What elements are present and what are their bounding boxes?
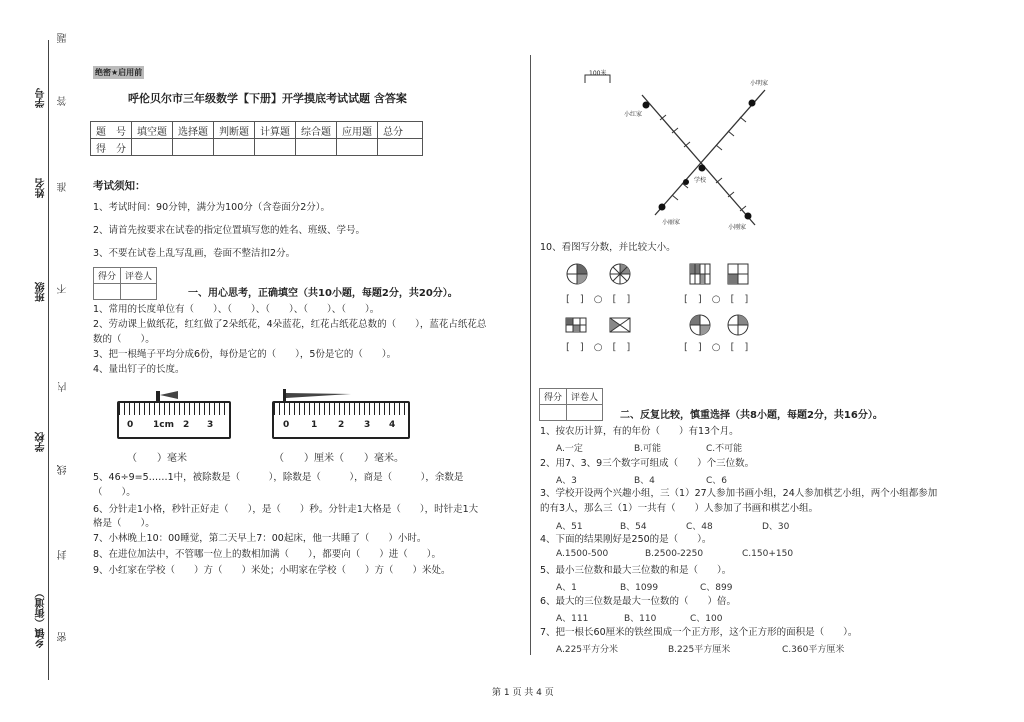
score-header: 题 号: [91, 122, 132, 139]
score-header: 计算题: [255, 122, 296, 139]
section2-title: 二、反复比较，慎重选择（共8小题，每题2分，共16分）。: [620, 410, 883, 421]
notice-item: 1、考试时间：90分钟，满分为100分（含卷面分2分）。: [93, 202, 331, 213]
question-text: 9、小红家在学校（ ）方（ ）米处；小明家在学校（ ）方（ ）米处。: [93, 565, 451, 576]
score-cell[interactable]: [255, 139, 296, 156]
map-diagram: [580, 65, 780, 240]
svg-text:[ ] ○ [ ]: [ ] ○ [ ]: [566, 294, 631, 305]
grader-name-label: 评卷人: [567, 389, 603, 405]
question-text: 7、把一根长60厘米的铁丝围成一个正方形，这个正方形的面积是（ ）。: [540, 627, 858, 638]
question-text: 5、46÷9=5……1中，被除数是（ ），除数是（ ），商是（ ），余数是: [93, 472, 464, 483]
option[interactable]: A、111: [556, 614, 589, 624]
grader-score-cell[interactable]: [540, 405, 567, 421]
question-text: 2、用7、3、9三个数字可组成（ ）个三位数。: [540, 458, 755, 469]
question-text: 1、按农历计算，有的年份（ ）有13个月。: [540, 426, 739, 437]
margin-mark: 线: [58, 465, 69, 475]
ruler-tick-label: 4: [389, 420, 396, 430]
notice-item: 2、请首先按要求在试卷的指定位置填写您的姓名、班级、学号。: [93, 225, 366, 236]
column-divider: [530, 55, 531, 655]
option[interactable]: A.1500-500: [556, 549, 609, 559]
fraction-figures: [560, 262, 760, 362]
margin-mark: 封: [58, 550, 69, 560]
map-figure: [580, 65, 780, 240]
map-point: [749, 100, 756, 107]
option[interactable]: A、1: [556, 583, 577, 593]
question-text: 10、看图写分数，并比较大小。: [540, 242, 676, 253]
question-text: 4、下面的结果刚好是250的是（ ）。: [540, 534, 712, 545]
score-header: 综合题: [296, 122, 337, 139]
option[interactable]: C.不可能: [706, 444, 743, 454]
notice-item: 3、不要在试卷上乱写乱画，卷面不整洁扣2分。: [93, 248, 296, 259]
question-text: 8、在进位加法中，不管哪一位上的数相加满（ ），都要向（ ）进（ ）。: [93, 549, 442, 560]
notice-heading: 考试须知：: [93, 180, 146, 192]
margin-mark: 答: [58, 96, 69, 106]
option[interactable]: B、1099: [620, 583, 659, 593]
margin-mark: 不: [58, 284, 69, 294]
fraction-shapes: [560, 262, 760, 362]
margin-label-town: 乡镇（街道）: [36, 588, 47, 648]
score-cell[interactable]: [132, 139, 173, 156]
grader-score-label: 得分: [540, 389, 567, 405]
margin-mark: 准: [58, 182, 69, 192]
ruler-tick-label: 1cm: [153, 420, 174, 430]
map-label: 小明家: [750, 80, 769, 87]
option[interactable]: D、30: [762, 522, 790, 532]
option[interactable]: C、6: [706, 476, 728, 486]
score-cell[interactable]: [296, 139, 337, 156]
option[interactable]: C、100: [690, 614, 723, 624]
question-text: 3、学校开设两个兴趣小组，三（1）27人参加书画小组，24人参加棋艺小组，两个小组都参加: [540, 488, 938, 499]
section1-title: 一、用心思考，正确填空（共10小题，每题2分，共20分）。: [188, 288, 458, 299]
option[interactable]: B.225平方厘米: [668, 645, 731, 655]
svg-text:[ ] ○ [ ]: [ ] ○ [ ]: [566, 342, 631, 353]
score-header: 判断题: [214, 122, 255, 139]
question-text: 1、常用的长度单位有（ ）、（ ）、（ ）、（ ）、（ ）。: [93, 304, 380, 315]
score-cell[interactable]: [214, 139, 255, 156]
score-header: 填空题: [132, 122, 173, 139]
map-label: 小丽家: [662, 219, 681, 226]
ruler-tick-label: 2: [183, 420, 190, 430]
score-header: 应用题: [337, 122, 378, 139]
margin-label-name: 姓名: [36, 178, 47, 198]
question-text: 格是（ ）。: [93, 518, 155, 529]
score-header: 总分: [378, 122, 423, 139]
map-label: 小刚家: [728, 224, 747, 231]
map-point: [643, 102, 650, 109]
map-point: [699, 165, 706, 172]
svg-text:[ ] ○ [ ]: [ ] ○ [ ]: [684, 342, 749, 353]
margin-mark: 题: [58, 33, 69, 43]
secret-stamp: 绝密★启用前: [95, 68, 143, 77]
question-text: 7、小林晚上10：00睡觉，第二天早上7：00起床，他一共睡了（ ）小时。: [93, 533, 427, 544]
margin-mark: 密: [58, 632, 69, 642]
grader-name-cell[interactable]: [567, 405, 603, 421]
ruler-tick-label: 0: [283, 420, 290, 430]
ruler-answer-2: （ ）厘米（ ）毫米。: [274, 453, 404, 464]
margin-label-student-id: 学号: [36, 88, 47, 108]
score-table: [90, 121, 423, 156]
grader-name-cell[interactable]: [121, 284, 157, 300]
binding-line: [48, 40, 49, 680]
nail-figure-1: [156, 388, 178, 400]
grader-score-label: 得分: [94, 268, 121, 284]
map-point: [683, 179, 689, 185]
option[interactable]: B、4: [634, 476, 655, 486]
grader-name-label: 评卷人: [121, 268, 157, 284]
map-label: 学校: [694, 177, 707, 184]
question-text: 数的（ ）。: [93, 334, 155, 345]
svg-text:[ ] ○ [ ]: [ ] ○ [ ]: [684, 294, 749, 305]
option[interactable]: C、899: [700, 583, 733, 593]
ruler-answer-1: （ ）毫米: [127, 453, 187, 464]
grader-score-cell[interactable]: [94, 284, 121, 300]
option[interactable]: B.2500-2250: [645, 549, 704, 559]
option[interactable]: A、3: [556, 476, 577, 486]
page-footer: 第 1 页 共 4 页: [492, 688, 554, 698]
score-cell[interactable]: [173, 139, 214, 156]
option[interactable]: C.150+150: [742, 549, 794, 559]
grader-box: [93, 267, 157, 300]
ruler-tick-label: 3: [207, 420, 214, 430]
nail-figure-2: [283, 388, 351, 400]
ruler-tick-label: 0: [127, 420, 134, 430]
ruler-2: [272, 401, 410, 439]
question-text: 4、量出钉子的长度。: [93, 364, 185, 375]
map-point: [659, 204, 666, 211]
map-label: 小红家: [624, 111, 643, 118]
option[interactable]: B、110: [624, 614, 657, 624]
ruler-tick-label: 2: [338, 420, 345, 430]
question-text: 的有3人，那么三（1）一共有（ ）人参加了书画和棋艺小组。: [540, 503, 819, 514]
margin-label-class: 班级: [36, 282, 47, 302]
option[interactable]: B.可能: [634, 444, 662, 454]
score-header: 选择题: [173, 122, 214, 139]
question-text: 5、最小三位数和最大三位数的和是（ ）。: [540, 565, 732, 576]
option[interactable]: C、48: [686, 522, 713, 532]
option[interactable]: B、54: [620, 522, 647, 532]
question-text: 6、分针走1小格，秒针正好走（ ），是（ ）秒。分针走1大格是（ ），时针走1大: [93, 504, 479, 515]
score-cell[interactable]: [378, 139, 423, 156]
map-point: [745, 213, 752, 220]
margin-label-school: 学校: [36, 432, 47, 452]
option[interactable]: A.一定: [556, 444, 583, 454]
score-label: 得 分: [91, 139, 132, 156]
margin-mark: 内: [58, 382, 69, 392]
page-title: 呼伦贝尔市三年级数学【下册】开学摸底考试试题 含答案: [128, 92, 407, 105]
option[interactable]: A.225平方分米: [556, 645, 619, 655]
ruler-tick-label: 3: [364, 420, 371, 430]
option[interactable]: A、51: [556, 522, 583, 532]
option[interactable]: C.360平方厘米: [782, 645, 845, 655]
score-cell[interactable]: [337, 139, 378, 156]
map-scale-label: 100米: [589, 70, 607, 77]
question-text: 6、最大的三位数是最大一位数的（ ）倍。: [540, 596, 737, 607]
ruler-1: [117, 401, 231, 439]
question-text: 3、把一根绳子平均分成6份，每份是它的（ ），5份是它的（ ）。: [93, 349, 397, 360]
question-text: （ ）。: [93, 487, 136, 498]
ruler-tick-label: 1: [311, 420, 318, 430]
question-text: 2、劳动课上做纸花，红红做了2朵纸花，4朵蓝花，红花占纸花总数的（ ），蓝花占纸花总: [93, 319, 487, 330]
grader-box: [539, 388, 603, 421]
